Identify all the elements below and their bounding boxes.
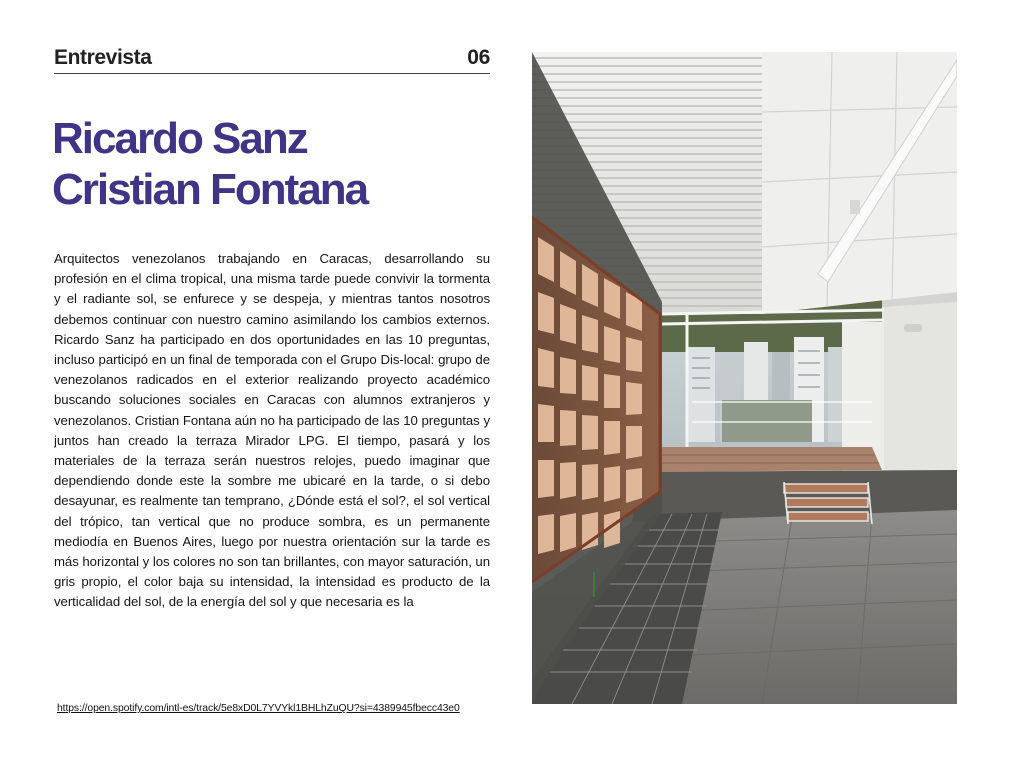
section-label: Entrevista <box>54 46 152 69</box>
article-title <box>52 113 492 215</box>
page-number: 06 <box>467 46 490 69</box>
article-body: Arquitectos venezolanos trabajando en Caracas, desarrollando su profesión en el clima tropical, una misma tarde puede convivir la tormenta y el radiante sol, se enfurece y se despeja, y mientras tantos nosotros debemos continuar con nuestro camino asimilando los cambios externos. Ricardo Sanz ha participado en dos oportunidades en las 10 preguntas, incluso participó en un final de temporada con el Grupo Dis-local: grupo de venezolanos radicados en el exterior realizando proyecto académico buscando soluciones sociales en Caracas con alumnos extranjeros y venezolanos. Cristian Fontana aún no ha participado de las 10 preguntas y juntos han creado la terraza Mirador LPG. El tiempo, pasará y los materiales de la terraza serán nuestros relojes, puedo imaginar que dependiendo donde este la sombre me ubicaré en la tarde, o si debo desayunar, es realmente tan temprano, ¿Dónde está el sol?, el sol vertical del trópico, tan vertical que no produce sombra, es un permanente mediodía en Buenos Aires, luego por nuestra orientación sur la tarde es más horizontal y los colores no son tan brillantes, con mayor saturación, un gris propio, el color baja su intensidad, la intensidad es producto de la verticalidad del sol, de la energía del sol y que necesaria es la <box>54 251 490 610</box>
title-line-1: Ricardo Sanz <box>52 114 307 163</box>
terrace-photo-illustration <box>532 52 957 704</box>
title-line-2: Cristian Fontana <box>52 165 368 214</box>
page-header <box>54 44 490 74</box>
spotify-link[interactable]: https://open.spotify.com/intl-es/track/5e8xD0L7YVYkl1BHLhZuQU?si=4389945fbecc43e0 <box>57 703 460 714</box>
terrace-photo <box>532 52 957 704</box>
